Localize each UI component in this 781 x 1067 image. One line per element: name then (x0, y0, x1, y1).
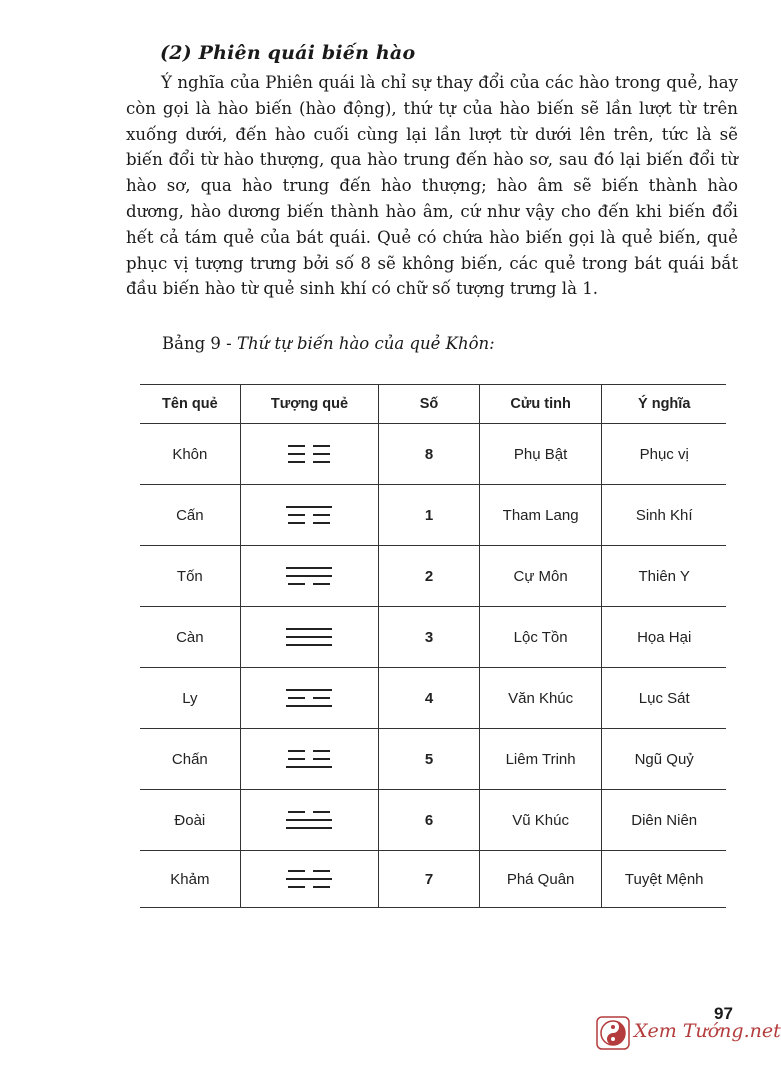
trigram-number: 8 (379, 424, 480, 485)
star-name: Tham Lang (479, 485, 602, 546)
header-number: Số (379, 385, 480, 424)
yang-line (286, 644, 332, 646)
yin-line (286, 750, 332, 752)
trigram-icon (286, 561, 332, 591)
caption-title: Thứ tự biến hào của quẻ Khôn: (236, 334, 495, 353)
star-name: Phụ Bật (479, 424, 602, 485)
trigram-icon (286, 622, 332, 652)
yin-line (286, 758, 332, 760)
table-body (140, 424, 726, 908)
trigram-name: Tốn (140, 546, 240, 607)
star-name: Vũ Khúc (479, 790, 602, 851)
trigram-symbol (240, 485, 379, 546)
header-star: Cửu tinh (479, 385, 602, 424)
meaning: Sinh Khí (602, 485, 726, 546)
trigram-name: Khảm (140, 851, 240, 908)
yang-line (286, 636, 332, 638)
yin-line (286, 870, 332, 872)
trigram-symbol (240, 607, 379, 668)
table-row (140, 607, 726, 668)
page-number: 97 (714, 1004, 733, 1023)
yang-line (286, 689, 332, 691)
meaning: Phục vị (602, 424, 726, 485)
table-row (140, 485, 726, 546)
header-name: Tên quẻ (140, 385, 240, 424)
trigram-icon (286, 683, 332, 713)
header-meaning: Ý nghĩa (602, 385, 726, 424)
yin-line (286, 697, 332, 699)
star-name: Cự Môn (479, 546, 602, 607)
table-row (140, 546, 726, 607)
section-heading: (2) Phiên quái biến hào (160, 42, 416, 64)
yin-yang-icon (596, 1016, 630, 1050)
trigram-symbol (240, 851, 379, 908)
star-name: Văn Khúc (479, 668, 602, 729)
trigram-symbol (240, 546, 379, 607)
trigram-symbol (240, 790, 379, 851)
body-paragraph: Ý nghĩa của Phiên quái là chỉ sự thay đổi của các hào trong quẻ, hay còn gọi là hào biến (hào động), thứ tự của hào biến sẽ lần lượt từ trên xuống dưới, đến hào cuối cùng lại lần lượt từ dưới lên trên, tức là sẽ biến đổi từ hào thượng, qua hào trung đến hào sơ, sau đó lại biến đổi từ hào sơ, qua hào trung đến hào thượng; hào âm sẽ biến thành hào dương, hào dương biến thành hào âm, cứ như vậy cho đến khi biến đổi hết cả tám quẻ của bát quái. Quẻ có chứa hào biến gọi là quẻ biến, quẻ phục vị tượng trưng bởi số 8 sẽ không biến, các quẻ trong bát quái bắt đầu biến hào từ quẻ sinh khí có chữ số tượng trưng là 1. (126, 73, 738, 299)
watermark-text: Xem Tướng.net (634, 1020, 781, 1042)
trigram-icon (286, 500, 332, 530)
yin-line (286, 522, 332, 524)
trigram-name: Ly (140, 668, 240, 729)
trigram-name: Khôn (140, 424, 240, 485)
trigram-number: 4 (379, 668, 480, 729)
trigram-symbol (240, 729, 379, 790)
yin-line (286, 811, 332, 813)
table-row (140, 668, 726, 729)
yang-line (286, 827, 332, 829)
meaning: Tuyệt Mệnh (602, 851, 726, 908)
trigram-name: Đoài (140, 790, 240, 851)
meaning: Họa Hại (602, 607, 726, 668)
yin-line (286, 461, 332, 463)
trigram-number: 6 (379, 790, 480, 851)
yin-line (286, 583, 332, 585)
header-symbol: Tượng quẻ (240, 385, 379, 424)
meaning: Lục Sát (602, 668, 726, 729)
yang-line (286, 567, 332, 569)
yin-line (286, 886, 332, 888)
trigram-number: 2 (379, 546, 480, 607)
trigram-icon (286, 805, 332, 835)
yin-line (286, 453, 332, 455)
caption-prefix: Bảng 9 - (162, 334, 237, 353)
trigram-icon (286, 864, 332, 894)
yang-line (286, 575, 332, 577)
yin-line (286, 514, 332, 516)
trigram-symbol (240, 424, 379, 485)
trigram-number: 7 (379, 851, 480, 908)
table-caption (162, 334, 495, 353)
table-row (140, 424, 726, 485)
meaning: Diên Niên (602, 790, 726, 851)
trigram-table (140, 384, 726, 908)
yin-line (286, 445, 332, 447)
trigram-number: 1 (379, 485, 480, 546)
yang-line (286, 506, 332, 508)
trigram-number: 3 (379, 607, 480, 668)
trigram-number: 5 (379, 729, 480, 790)
yang-line (286, 766, 332, 768)
meaning: Ngũ Quỷ (602, 729, 726, 790)
trigram-icon (286, 744, 332, 774)
watermark-logo (596, 1016, 781, 1050)
yang-line (286, 819, 332, 821)
trigram-symbol (240, 668, 379, 729)
table-row (140, 790, 726, 851)
trigram-icon (286, 439, 332, 469)
table-row (140, 851, 726, 908)
table-row (140, 729, 726, 790)
meaning: Thiên Y (602, 546, 726, 607)
table-header-row (140, 385, 726, 424)
trigram-name: Càn (140, 607, 240, 668)
trigram-name: Cấn (140, 485, 240, 546)
star-name: Liêm Trinh (479, 729, 602, 790)
yang-line (286, 628, 332, 630)
yang-line (286, 705, 332, 707)
yang-line (286, 878, 332, 880)
star-name: Lộc Tồn (479, 607, 602, 668)
star-name: Phá Quân (479, 851, 602, 908)
trigram-name: Chấn (140, 729, 240, 790)
